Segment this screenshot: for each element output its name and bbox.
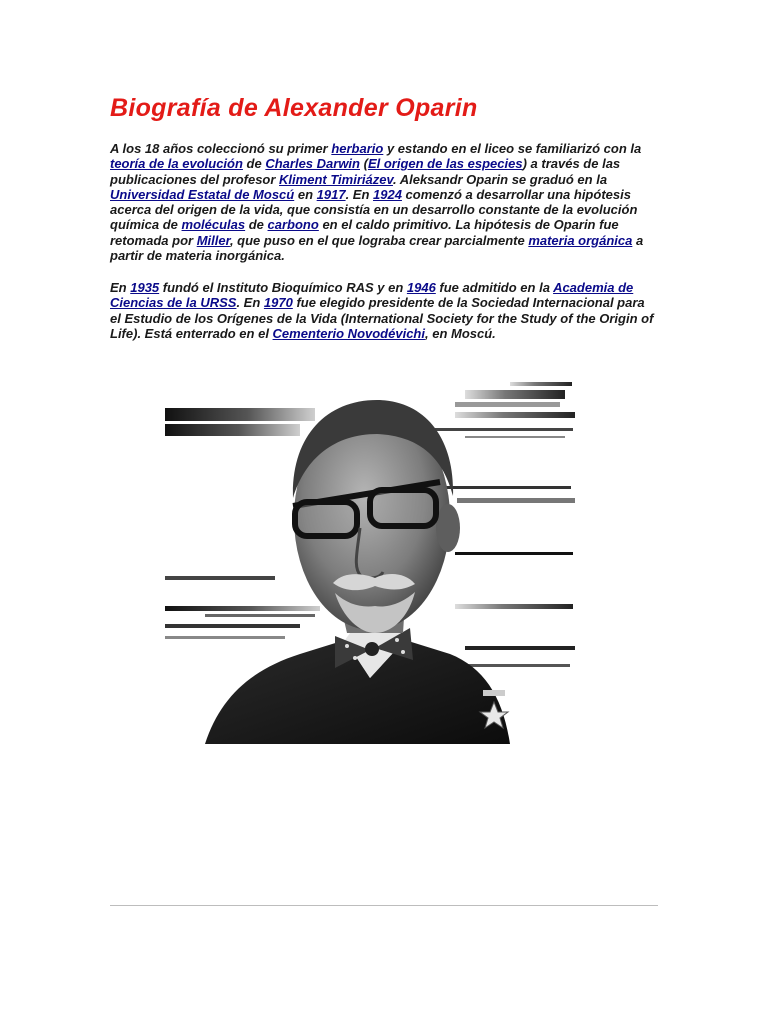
ear xyxy=(436,504,460,552)
link-carbono[interactable]: carbono xyxy=(267,217,319,233)
text: . En xyxy=(345,186,374,202)
text: , en Moscú. xyxy=(424,325,496,341)
text: En xyxy=(110,280,131,295)
link-moleculas[interactable]: moléculas xyxy=(181,217,246,233)
text: . Aleksandr Oparin se graduó en la xyxy=(392,171,608,187)
link-teoria-evolucion[interactable]: teoría de la evolución xyxy=(110,156,243,172)
link-1924[interactable]: 1924 xyxy=(373,186,402,202)
biography-paragraph-1 xyxy=(110,141,655,263)
text: en xyxy=(294,186,317,202)
text: . En xyxy=(236,295,264,311)
page-title: Biografía de Alexander Oparin xyxy=(110,94,478,122)
text: fue admitido en la xyxy=(435,280,554,295)
link-1917[interactable]: 1917 xyxy=(316,186,346,202)
link-miller[interactable]: Miller xyxy=(196,232,230,248)
text: a partir de materia inorgánica. xyxy=(110,232,644,264)
text: de xyxy=(242,156,266,172)
link-1970[interactable]: 1970 xyxy=(263,295,293,311)
link-herbario[interactable]: herbario xyxy=(331,141,384,156)
link-universidad-moscu[interactable]: Universidad Estatal de Moscú xyxy=(110,186,295,202)
text: fue elegido presidente de la Sociedad Internacional para el Estudio de los Orígenes de la Vida (International Society for the Study of the Origin of Life). Está enterrado en el xyxy=(110,295,654,341)
link-1946[interactable]: 1946 xyxy=(406,280,436,295)
link-kliment-timiriazev[interactable]: Kliment Timiriázev xyxy=(279,171,393,187)
text: fundó el Instituto Bioquímico RAS y en xyxy=(159,280,407,295)
text: y estando en el liceo se familiarizó con la xyxy=(383,141,642,156)
text: ) a través de las publicaciones del profesor xyxy=(110,156,621,187)
portrait-image xyxy=(165,378,575,744)
text: A los 18 años coleccionó su primer xyxy=(110,141,332,156)
link-origen-especies[interactable]: El origen de las especies xyxy=(367,156,523,172)
divider xyxy=(110,905,658,906)
link-materia-organica[interactable]: materia orgánica xyxy=(528,232,633,248)
link-charles-darwin[interactable]: Charles Darwin xyxy=(265,156,360,172)
link-academia-urss[interactable]: Academia de Ciencias de la URSS xyxy=(110,280,634,311)
text: , que puso en el que lograba crear parcialmente xyxy=(229,232,529,248)
text: ( xyxy=(360,156,368,172)
text: en el caldo primitivo. La hipótesis de Oparin fue retomada por xyxy=(110,217,619,248)
text: de xyxy=(245,217,268,233)
link-cementerio-novodevichi[interactable]: Cementerio Novodévichi xyxy=(272,325,425,341)
link-1935[interactable]: 1935 xyxy=(130,280,160,295)
portrait-photo-icon xyxy=(165,378,575,744)
biography-paragraph-2 xyxy=(110,280,655,341)
text: comenzó a desarrollar una hipótesis acerca del origen de la vida, que consistía en un desarrollo constante de la evolución química de xyxy=(110,186,638,233)
